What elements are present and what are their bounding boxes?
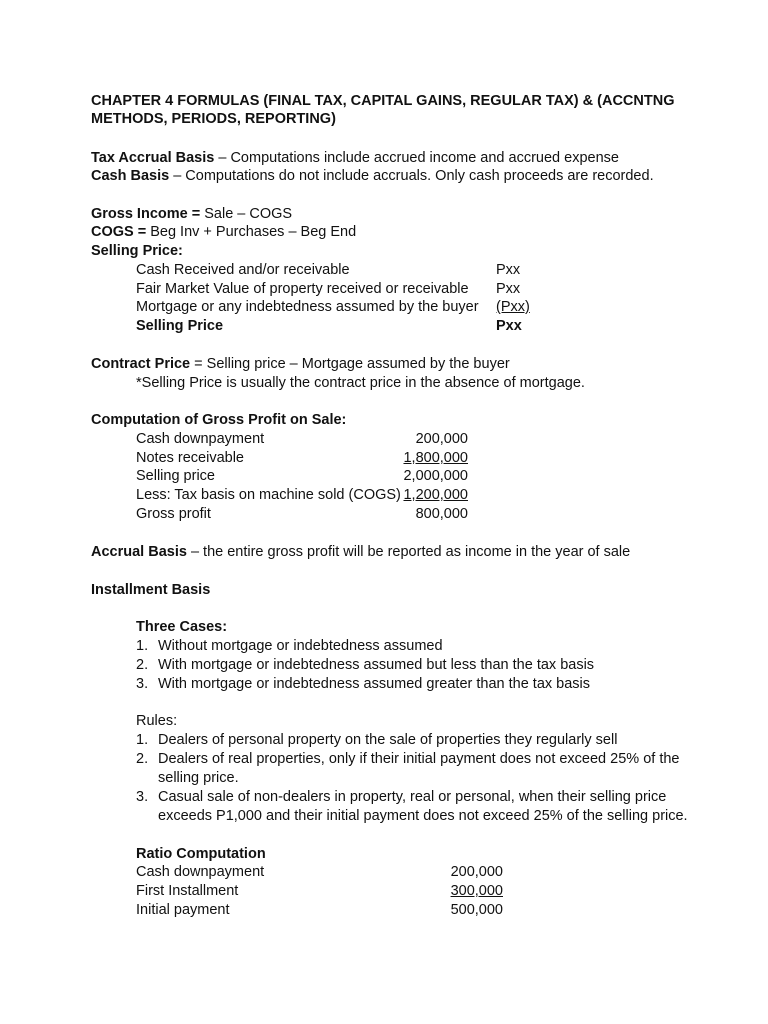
- rule-text: Dealers of personal property on the sale of properties they regularly sell: [158, 732, 618, 748]
- gross-income-formula: [91, 205, 292, 223]
- chapter-title-line-2: METHODS, PERIODS, REPORTING): [91, 111, 336, 127]
- contract-price-text: = Selling price – Mortgage assumed by the buyer: [190, 356, 510, 372]
- ratio-row-label: Cash downpayment: [136, 864, 265, 880]
- rule-number: 2.: [136, 751, 149, 767]
- accrual-basis-text: – the entire gross profit will be reported as income in the year of sale: [186, 544, 631, 560]
- ratio-row-label: First Installment: [136, 883, 239, 899]
- gross-income-term: Gross Income =: [91, 206, 201, 222]
- gross-profit-row-value: 2,000,000: [403, 468, 468, 484]
- accrual-basis-definition: [91, 543, 630, 561]
- gross-profit-row-value: 1,800,000: [403, 450, 468, 466]
- rule-continuation: exceeds P1,000 and their initial payment does not exceed 25% of the selling price.: [158, 808, 688, 824]
- selling-price-row-value: (Pxx): [496, 299, 530, 315]
- case-item: [136, 637, 443, 655]
- installment-basis-heading: Installment Basis: [91, 582, 211, 598]
- rule-item: [136, 788, 666, 806]
- tax-accrual-definition: [91, 149, 619, 167]
- case-item: [136, 675, 590, 693]
- cogs-text: Beg Inv + Purchases – Beg End: [146, 224, 357, 240]
- ratio-row-value: 200,000: [450, 864, 503, 880]
- rule-item: [136, 731, 617, 749]
- ratio-row-value: 500,000: [450, 902, 503, 918]
- ratio-row-label: Initial payment: [136, 902, 230, 918]
- chapter-title-line-1: CHAPTER 4 FORMULAS (FINAL TAX, CAPITAL GAINS, REGULAR TAX) & (ACCNTNG: [91, 93, 675, 109]
- gross-profit-row-value: 200,000: [415, 431, 468, 447]
- cash-basis-term: Cash Basis: [91, 168, 170, 184]
- rule-number: 1.: [136, 732, 149, 748]
- gross-profit-row-label: Cash downpayment: [136, 431, 265, 447]
- case-number: 1.: [136, 638, 149, 654]
- gross-profit-row-value: 800,000: [415, 506, 468, 522]
- selling-price-row-label: Mortgage or any indebtedness assumed by the buyer: [136, 299, 479, 315]
- selling-price-heading: Selling Price:: [91, 243, 183, 259]
- case-text: Without mortgage or indebtedness assumed: [158, 638, 443, 654]
- tax-accrual-term: Tax Accrual Basis: [91, 150, 215, 166]
- gross-profit-row-label: Less: Tax basis on machine sold (COGS): [136, 487, 401, 503]
- accrual-basis-term: Accrual Basis: [91, 544, 187, 560]
- selling-price-row-value: Pxx: [496, 281, 521, 297]
- contract-price-formula: [91, 355, 510, 373]
- ratio-computation-heading: Ratio Computation: [136, 846, 266, 862]
- gross-profit-row-value: 1,200,000: [403, 487, 468, 503]
- gross-profit-row-label: Selling price: [136, 468, 215, 484]
- rule-continuation: selling price.: [158, 770, 239, 786]
- rule-text: Dealers of real properties, only if their initial payment does not exceed 25% of the: [158, 751, 680, 767]
- contract-price-term: Contract Price: [91, 356, 191, 372]
- three-cases-heading: Three Cases:: [136, 619, 228, 635]
- selling-price-row-label: Cash Received and/or receivable: [136, 262, 350, 278]
- case-number: 3.: [136, 676, 149, 692]
- gross-profit-heading: Computation of Gross Profit on Sale:: [91, 412, 347, 428]
- gross-income-text: Sale – COGS: [200, 206, 293, 222]
- rule-number: 3.: [136, 789, 149, 805]
- selling-price-row-label: Fair Market Value of property received or receivable: [136, 281, 469, 297]
- cogs-formula: [91, 223, 356, 241]
- case-number: 2.: [136, 657, 149, 673]
- case-text: With mortgage or indebtedness assumed greater than the tax basis: [158, 676, 591, 692]
- selling-price-total-value: Pxx: [496, 318, 522, 334]
- gross-profit-row-label: Gross profit: [136, 506, 211, 522]
- rules-heading: Rules:: [136, 713, 178, 729]
- case-text: With mortgage or indebtedness assumed but less than the tax basis: [158, 657, 595, 673]
- ratio-row-value: 300,000: [450, 883, 503, 899]
- case-item: [136, 656, 594, 674]
- cogs-term: COGS =: [91, 224, 147, 240]
- rule-item: [136, 750, 679, 768]
- cash-basis-definition: [91, 167, 654, 185]
- selling-price-row-value: Pxx: [496, 262, 521, 278]
- contract-price-note: *Selling Price is usually the contract price in the absence of mortgage.: [136, 375, 585, 391]
- rule-text: Casual sale of non-dealers in property, real or personal, when their selling price: [158, 789, 667, 805]
- tax-accrual-text: – Computations include accrued income and accrued expense: [214, 150, 619, 166]
- cash-basis-text: – Computations do not include accruals. Only cash proceeds are recorded.: [169, 168, 654, 184]
- gross-profit-row-label: Notes receivable: [136, 450, 244, 466]
- selling-price-total-label: Selling Price: [136, 318, 224, 334]
